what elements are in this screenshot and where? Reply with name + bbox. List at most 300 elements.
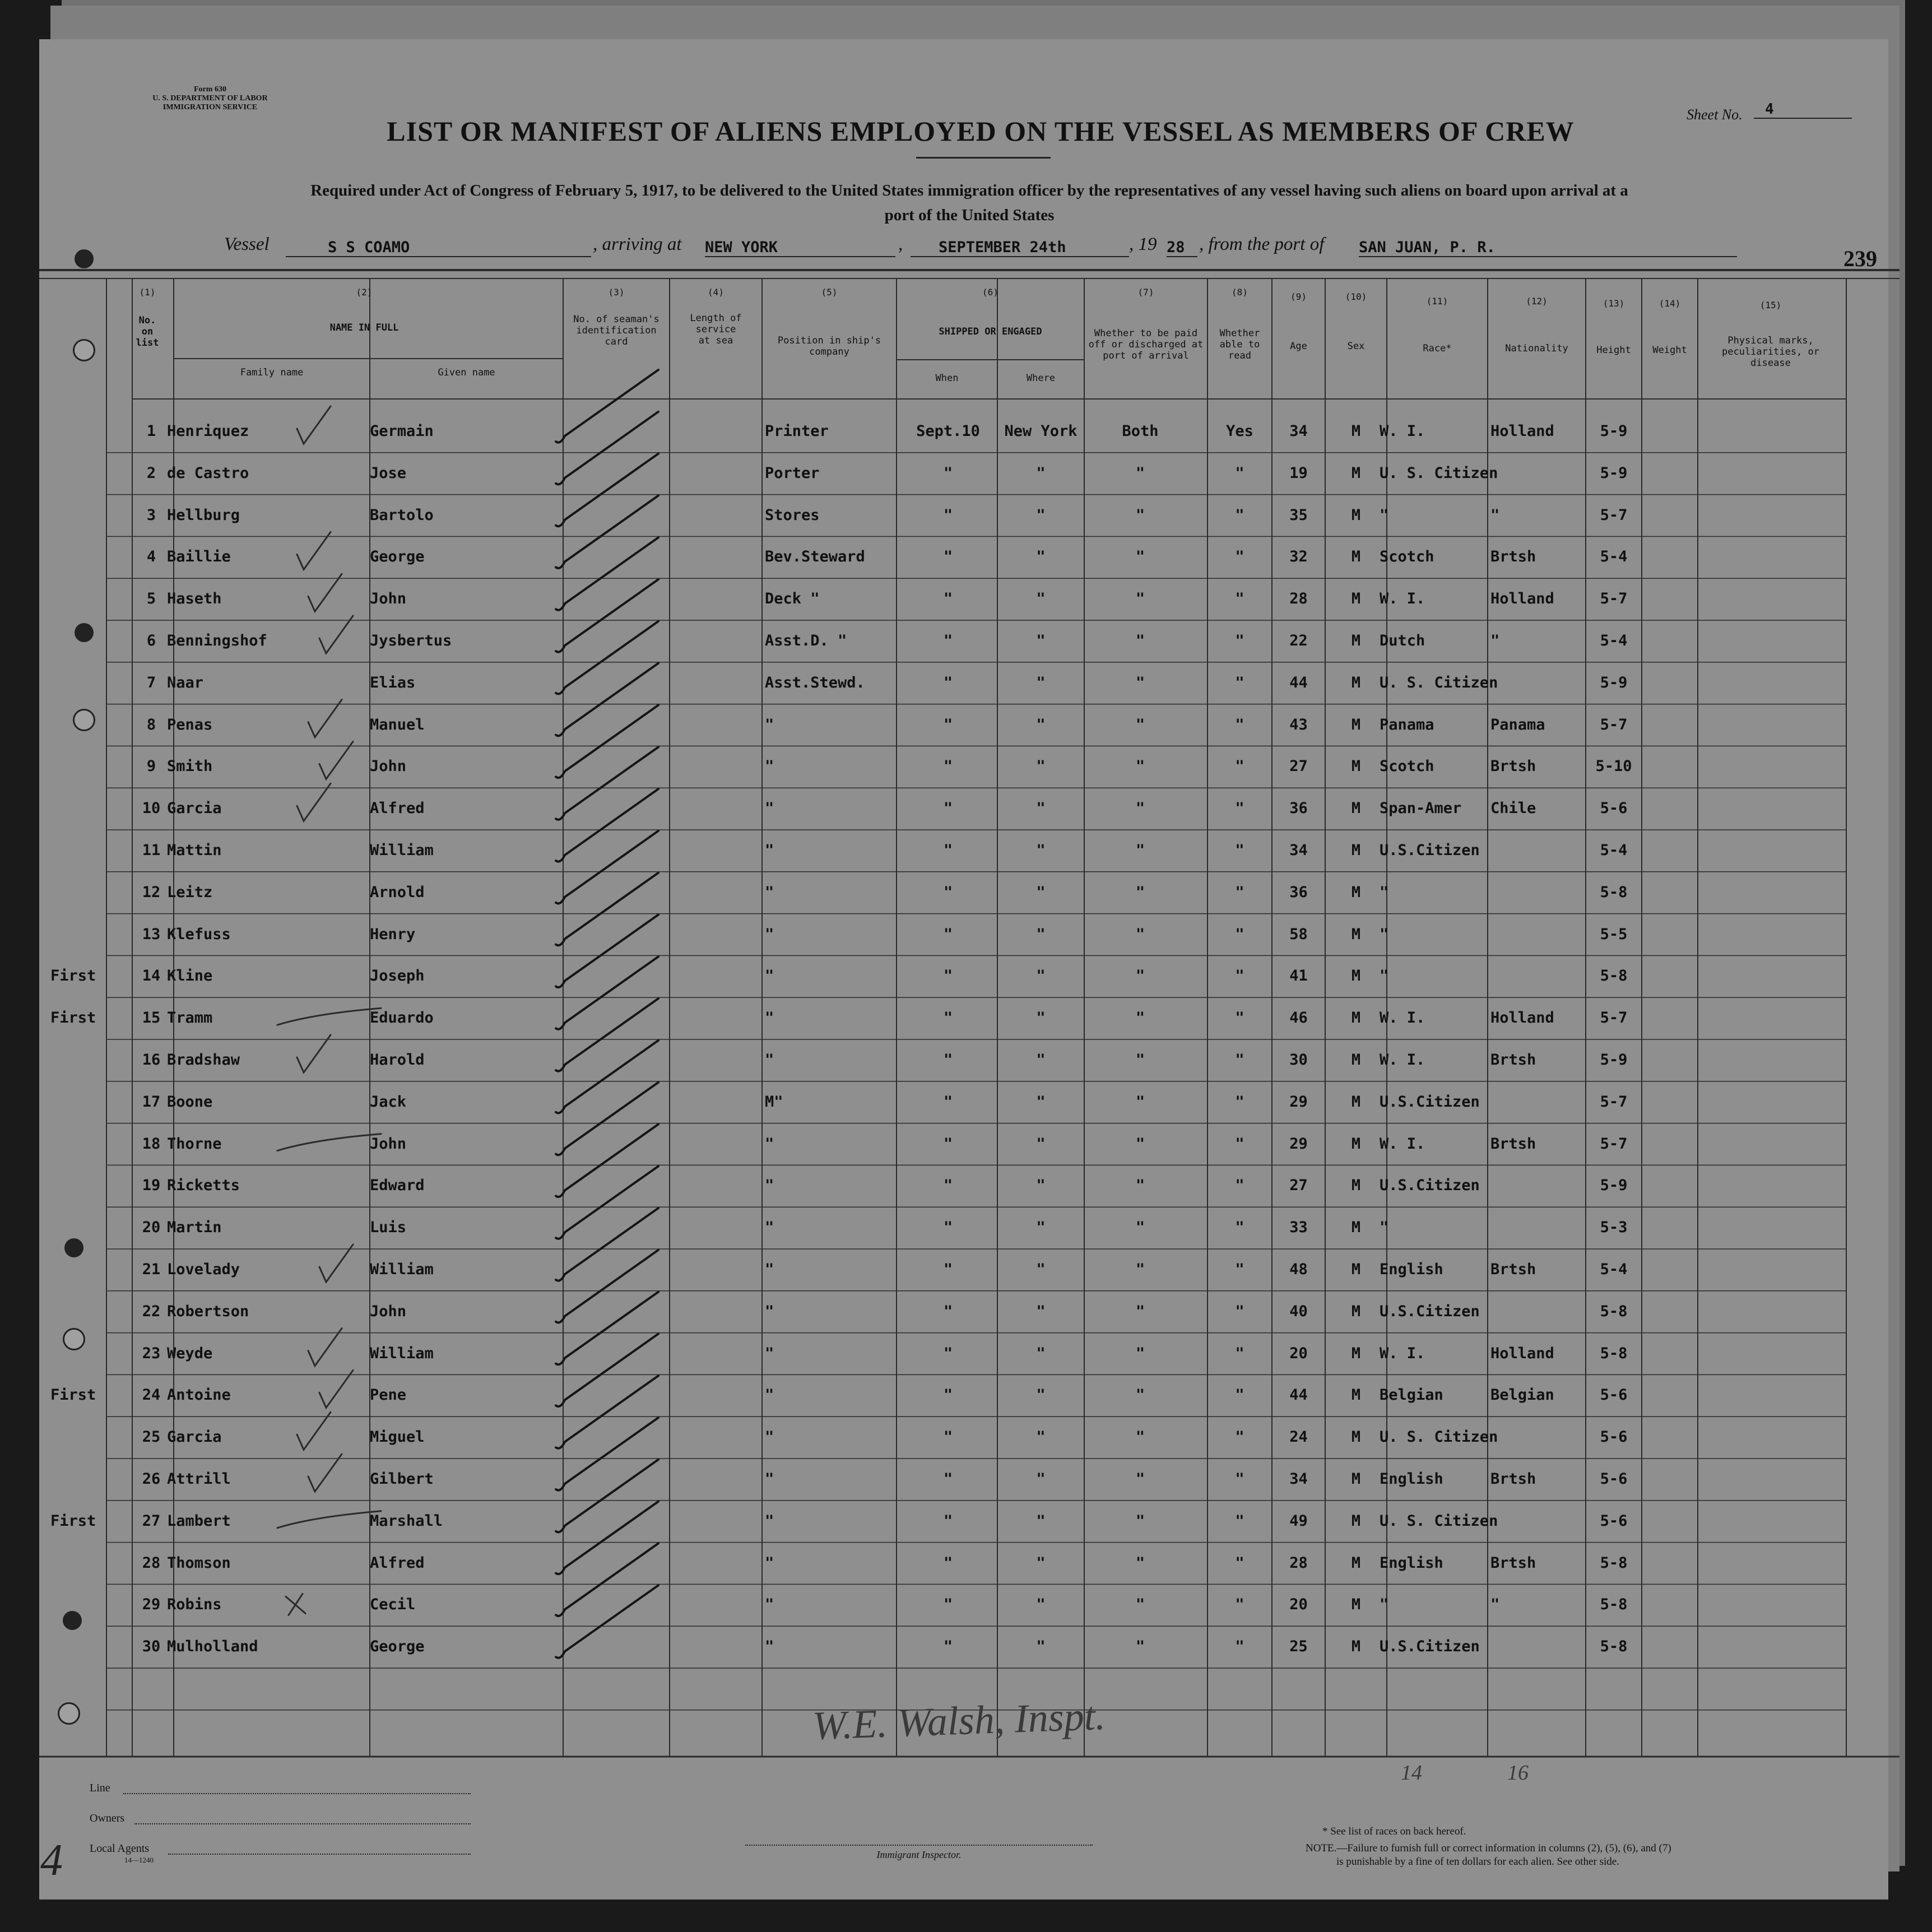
punch-hole: [73, 339, 95, 361]
row-race: Span-Amer: [1380, 800, 1462, 818]
row-number: 24: [142, 1386, 161, 1404]
row-sex: M: [1351, 1554, 1361, 1572]
row-given-name: John: [370, 590, 407, 608]
col-head-age: Age: [1290, 341, 1307, 352]
row-number: 6: [146, 632, 156, 649]
row-able-read: ": [1235, 716, 1244, 733]
row-sex: M: [1351, 590, 1361, 608]
row-height: 5-9: [1600, 464, 1628, 482]
row-family-name: Hellburg: [167, 506, 240, 524]
row-position: ": [765, 1177, 774, 1195]
col-head-length: Length of service at sea: [690, 313, 742, 346]
row-paid-off: ": [1135, 1428, 1145, 1446]
row-age: 20: [1289, 1344, 1308, 1362]
row-position: Stores: [765, 506, 820, 524]
row-height: 5-6: [1600, 1470, 1628, 1488]
row-when: ": [943, 842, 953, 859]
row-paid-off: ": [1135, 1596, 1145, 1614]
row-number: 15: [142, 1009, 161, 1027]
subtitle-line-1: Required under Act of Congress of February 5, 1917, to be delivered to the United States immigration officer by the representatives of any vessel having such aliens on board upon arrival at a: [310, 182, 1628, 199]
row-given-name: Miguel: [370, 1428, 425, 1446]
col-head-height: Height: [1596, 345, 1631, 356]
row-where: ": [1036, 1009, 1046, 1027]
row-paid-off: ": [1135, 1219, 1145, 1237]
line-label: Line: [90, 1782, 110, 1794]
row-number: 10: [142, 800, 161, 818]
row-age: 28: [1289, 590, 1308, 608]
row-height: 5-6: [1600, 800, 1628, 818]
row-number: 18: [142, 1135, 161, 1153]
row-where: ": [1036, 464, 1046, 482]
row-height: 5-4: [1600, 632, 1628, 649]
row-race: Scotch: [1380, 548, 1434, 566]
row-age: 30: [1289, 1051, 1308, 1069]
row-height: 5-7: [1600, 1009, 1628, 1027]
row-position: ": [765, 967, 774, 985]
row-when: ": [943, 1177, 953, 1195]
row-race: U. S. Citizen: [1380, 674, 1498, 691]
row-given-name: Harold: [370, 1051, 425, 1069]
row-family-name: Henriquez: [167, 422, 249, 440]
row-able-read: ": [1235, 925, 1244, 943]
row-number: 17: [142, 1093, 161, 1111]
row-position: Deck ": [765, 590, 820, 608]
row-when: ": [943, 464, 953, 482]
row-race: W. I.: [1380, 1009, 1425, 1027]
inspector-field: [745, 1845, 1093, 1846]
row-nationality: Holland: [1490, 590, 1554, 608]
row-family-name: Lovelady: [167, 1261, 240, 1278]
row-number: 5: [146, 590, 156, 608]
row-able-read: ": [1235, 590, 1244, 608]
row-when: ": [943, 800, 953, 818]
row-sex: M: [1351, 1428, 1361, 1446]
row-where: ": [1036, 925, 1046, 943]
row-when: ": [943, 1470, 953, 1488]
row-given-name: Manuel: [370, 716, 425, 733]
row-position: ": [765, 800, 774, 818]
row-nationality: Brtsh: [1490, 1261, 1536, 1278]
row-height: 5-3: [1600, 1219, 1628, 1237]
col-head-given: Given name: [438, 367, 495, 378]
row-position: ": [765, 1596, 774, 1614]
row-paid-off: ": [1135, 1638, 1145, 1656]
row-position: Bev.Steward: [765, 548, 865, 566]
punch-hole: [63, 1328, 85, 1350]
row-family-name: Martin: [167, 1219, 222, 1237]
row-able-read: ": [1235, 506, 1244, 524]
col-head-family: Family name: [240, 367, 304, 378]
row-when: ": [943, 925, 953, 943]
row-height: 5-5: [1600, 925, 1628, 943]
row-given-name: Elias: [370, 674, 416, 691]
row-where: ": [1036, 590, 1046, 608]
sheet-no-value: 4: [1754, 101, 1852, 119]
row-race: Scotch: [1380, 758, 1434, 775]
row-height: 5-8: [1600, 883, 1628, 901]
row-family-name: Attrill: [167, 1470, 231, 1488]
row-note: First: [50, 1512, 96, 1530]
row-able-read: ": [1235, 1428, 1244, 1446]
from-label: , from the port of: [1199, 234, 1325, 254]
row-where: ": [1036, 800, 1046, 818]
row-when: ": [943, 716, 953, 733]
row-position: ": [765, 1009, 774, 1027]
row-when: ": [943, 674, 953, 691]
row-where: ": [1036, 967, 1046, 985]
row-given-name: Bartolo: [370, 506, 434, 524]
row-sex: M: [1351, 1093, 1361, 1111]
row-height: 5-7: [1600, 1093, 1628, 1111]
row-paid-off: ": [1135, 674, 1145, 691]
col-num-4: (4): [708, 287, 724, 298]
row-sex: M: [1351, 1261, 1361, 1278]
row-position: ": [765, 1051, 774, 1069]
punch-hole: [75, 249, 94, 268]
row-age: 48: [1289, 1261, 1308, 1278]
row-position: Asst.D. ": [765, 632, 847, 649]
punch-hole: [58, 1702, 80, 1725]
row-race: English: [1380, 1554, 1443, 1572]
row-paid-off: ": [1135, 548, 1145, 566]
row-family-name: Mulholland: [167, 1638, 258, 1656]
row-height: 5-8: [1600, 1554, 1628, 1572]
row-where: ": [1036, 1093, 1046, 1111]
col-num-15: (15): [1759, 300, 1782, 310]
owners-label: Owners: [90, 1812, 125, 1824]
col-num-7: (7): [1137, 287, 1154, 298]
row-age: 29: [1289, 1135, 1308, 1153]
row-race: U.S.Citizen: [1380, 1177, 1480, 1195]
col-head-where: Where: [1026, 373, 1056, 384]
row-where: ": [1036, 1135, 1046, 1153]
row-given-name: William: [370, 842, 434, 859]
row-family-name: Tramm: [167, 1009, 213, 1027]
row-age: 35: [1289, 506, 1308, 524]
row-height: 5-10: [1595, 758, 1632, 775]
col-head-sex: Sex: [1347, 341, 1365, 352]
line-field: [123, 1793, 471, 1794]
row-race: ": [1380, 925, 1389, 943]
row-sex: M: [1351, 1009, 1361, 1027]
row-paid-off: ": [1135, 1386, 1145, 1404]
row-where: ": [1036, 883, 1046, 901]
row-given-name: Pene: [370, 1386, 407, 1404]
row-when: ": [943, 632, 953, 649]
row-given-name: William: [370, 1261, 434, 1278]
row-paid-off: ": [1135, 925, 1145, 943]
row-age: 33: [1289, 1219, 1308, 1237]
row-sex: M: [1351, 1386, 1361, 1404]
row-able-read: ": [1235, 674, 1244, 691]
row-when: ": [943, 758, 953, 775]
row-able-read: ": [1235, 1051, 1244, 1069]
row-able-read: ": [1235, 1261, 1244, 1278]
row-family-name: Antoine: [167, 1386, 231, 1404]
row-family-name: Penas: [167, 716, 213, 733]
row-number: 28: [142, 1554, 161, 1572]
row-race: U. S. Citizen: [1380, 1512, 1498, 1530]
row-height: 5-9: [1600, 422, 1628, 440]
row-when: ": [943, 590, 953, 608]
row-given-name: Alfred: [370, 1554, 425, 1572]
row-position: ": [765, 1344, 774, 1362]
row-when: ": [943, 1135, 953, 1153]
row-able-read: ": [1235, 1554, 1244, 1572]
col-num-3: (3): [608, 287, 625, 298]
row-age: 20: [1289, 1596, 1308, 1614]
row-age: 32: [1289, 548, 1308, 566]
row-given-name: Arnold: [370, 883, 425, 901]
row-where: ": [1036, 506, 1046, 524]
row-where: ": [1036, 716, 1046, 733]
row-nationality: Holland: [1490, 1009, 1554, 1027]
row-paid-off: ": [1135, 1261, 1145, 1278]
row-given-name: George: [370, 548, 425, 566]
row-where: ": [1036, 1386, 1046, 1404]
row-when: ": [943, 1009, 953, 1027]
row-sex: M: [1351, 464, 1361, 482]
row-position: Asst.Stewd.: [765, 674, 865, 691]
row-height: 5-8: [1600, 967, 1628, 985]
row-sex: M: [1351, 716, 1361, 733]
row-given-name: Edward: [370, 1177, 425, 1195]
row-able-read: ": [1235, 1386, 1244, 1404]
row-where: ": [1036, 1051, 1046, 1069]
row-sex: M: [1351, 1470, 1361, 1488]
row-number: 11: [142, 842, 161, 859]
row-paid-off: ": [1135, 967, 1145, 985]
row-race: ": [1380, 1596, 1389, 1614]
row-able-read: ": [1235, 548, 1244, 566]
row-sex: M: [1351, 883, 1361, 901]
row-sex: M: [1351, 800, 1361, 818]
row-height: 5-7: [1600, 590, 1628, 608]
row-age: 44: [1289, 1386, 1308, 1404]
row-able-read: ": [1235, 1093, 1244, 1111]
row-when: ": [943, 1093, 953, 1111]
row-height: 5-9: [1600, 674, 1628, 691]
row-able-read: ": [1235, 800, 1244, 818]
row-where: ": [1036, 1638, 1046, 1656]
col-head-when: When: [935, 373, 959, 384]
row-number: 29: [142, 1596, 161, 1614]
row-position: ": [765, 1219, 774, 1237]
row-sex: M: [1351, 1219, 1361, 1237]
arriving-port: NEW YORK: [705, 239, 895, 257]
row-height: 5-4: [1600, 1261, 1628, 1278]
row-nationality: ": [1490, 1596, 1500, 1614]
row-height: 5-6: [1600, 1512, 1628, 1530]
row-paid-off: ": [1135, 1554, 1145, 1572]
row-sex: M: [1351, 1135, 1361, 1153]
row-position: ": [765, 842, 774, 859]
row-position: ": [765, 1386, 774, 1404]
row-given-name: Alfred: [370, 800, 425, 818]
row-age: 28: [1289, 1554, 1308, 1572]
vessel-name: S S COAMO: [286, 239, 591, 257]
row-number: 16: [142, 1051, 161, 1069]
row-paid-off: ": [1135, 1177, 1145, 1195]
row-position: ": [765, 1470, 774, 1488]
col-head-card: No. of seaman's identification card: [573, 314, 660, 347]
row-position: ": [765, 883, 774, 901]
row-sex: M: [1351, 422, 1361, 440]
row-nationality: ": [1490, 506, 1500, 524]
row-family-name: Thomson: [167, 1554, 231, 1572]
row-sex: M: [1351, 1596, 1361, 1614]
row-nationality: Brtsh: [1490, 1470, 1536, 1488]
row-when: ": [943, 1428, 953, 1446]
row-position: ": [765, 758, 774, 775]
row-given-name: Joseph: [370, 967, 425, 985]
col-num-2: (2): [356, 287, 373, 298]
row-where: ": [1036, 1302, 1046, 1320]
row-position: ": [765, 1638, 774, 1656]
row-age: 24: [1289, 1428, 1308, 1446]
row-where: New York: [1004, 422, 1078, 440]
row-able-read: ": [1235, 883, 1244, 901]
row-paid-off: ": [1135, 758, 1145, 775]
row-where: ": [1036, 758, 1046, 775]
row-family-name: Thorne: [167, 1135, 222, 1153]
row-paid-off: ": [1135, 590, 1145, 608]
row-sex: M: [1351, 1051, 1361, 1069]
row-able-read: Yes: [1226, 422, 1253, 440]
row-nationality: Brtsh: [1490, 1135, 1536, 1153]
row-nationality: Belgian: [1490, 1386, 1554, 1404]
row-race: ": [1380, 506, 1389, 524]
row-number: 4: [146, 548, 156, 566]
row-nationality: Brtsh: [1490, 1051, 1536, 1069]
row-given-name: Eduardo: [370, 1009, 434, 1027]
row-number: 1: [146, 422, 156, 440]
col-num-6: (6): [982, 287, 998, 298]
service-name: IMMIGRATION SERVICE: [162, 103, 258, 112]
row-given-name: John: [370, 1302, 407, 1320]
row-when: ": [943, 1219, 953, 1237]
row-where: ": [1036, 1554, 1046, 1572]
row-paid-off: ": [1135, 1512, 1145, 1530]
row-number: 26: [142, 1470, 161, 1488]
col-num-13: (13): [1603, 298, 1625, 309]
row-race: U.S.Citizen: [1380, 1093, 1480, 1111]
row-number: 2: [146, 464, 156, 482]
row-note: First: [50, 967, 96, 985]
col-num-11: (11): [1426, 296, 1448, 306]
comma-sep: ,: [898, 234, 903, 254]
local-agents-field: [168, 1854, 471, 1855]
row-sex: M: [1351, 925, 1361, 943]
row-where: ": [1036, 548, 1046, 566]
row-given-name: Jysbertus: [370, 632, 452, 649]
row-nationality: Brtsh: [1490, 758, 1536, 775]
row-when: ": [943, 1261, 953, 1278]
row-sex: M: [1351, 548, 1361, 566]
row-given-name: Henry: [370, 925, 416, 943]
row-paid-off: ": [1135, 1344, 1145, 1362]
punch-hole: [75, 623, 94, 642]
row-paid-off: ": [1135, 1093, 1145, 1111]
row-race: U. S. Citizen: [1380, 1428, 1498, 1446]
row-able-read: ": [1235, 1135, 1244, 1153]
row-height: 5-4: [1600, 548, 1628, 566]
row-sex: M: [1351, 842, 1361, 859]
row-where: ": [1036, 1177, 1046, 1195]
row-family-name: Garcia: [167, 1428, 222, 1446]
note-line-1: NOTE.—Failure to furnish full or correct information in columns (2), (5), (6), and (7): [1306, 1842, 1671, 1854]
row-sex: M: [1351, 1344, 1361, 1362]
row-number: 12: [142, 883, 161, 901]
row-age: 40: [1289, 1302, 1308, 1320]
year-suffix: 28: [1167, 239, 1197, 257]
row-height: 5-8: [1600, 1302, 1628, 1320]
row-where: ": [1036, 674, 1046, 691]
inspector-signature: W.E. Walsh, Inspt.: [811, 1693, 1106, 1749]
row-when: ": [943, 967, 953, 985]
row-able-read: ": [1235, 1177, 1244, 1195]
row-height: 5-6: [1600, 1386, 1628, 1404]
row-height: 5-4: [1600, 842, 1628, 859]
row-able-read: ": [1235, 1470, 1244, 1488]
row-sex: M: [1351, 1638, 1361, 1656]
row-number: 27: [142, 1512, 161, 1530]
tally-left: 14: [1401, 1761, 1422, 1785]
row-able-read: ": [1235, 1596, 1244, 1614]
row-sex: M: [1351, 632, 1361, 649]
row-paid-off: ": [1135, 1051, 1145, 1069]
row-age: 34: [1289, 842, 1308, 859]
row-number: 14: [142, 967, 161, 985]
row-race: W. I.: [1380, 1344, 1425, 1362]
row-age: 19: [1289, 464, 1308, 482]
page-title: LIST OR MANIFEST OF ALIENS EMPLOYED ON THE VESSEL AS MEMBERS OF CREW: [387, 115, 1575, 147]
row-where: ": [1036, 1596, 1046, 1614]
row-where: ": [1036, 1512, 1046, 1530]
row-age: 58: [1289, 925, 1308, 943]
row-able-read: ": [1235, 758, 1244, 775]
row-when: ": [943, 1554, 953, 1572]
row-family-name: Weyde: [167, 1344, 213, 1362]
row-when: ": [943, 1512, 953, 1530]
local-agents-label: Local Agents: [90, 1842, 150, 1855]
col-head-position: Position in ship's company: [777, 335, 881, 357]
punch-hole: [64, 1238, 83, 1257]
row-height: 5-9: [1600, 1051, 1628, 1069]
row-paid-off: ": [1135, 716, 1145, 733]
row-age: 27: [1289, 758, 1308, 775]
row-paid-off: ": [1135, 842, 1145, 859]
row-number: 21: [142, 1261, 161, 1278]
row-when: ": [943, 1596, 953, 1614]
row-given-name: Cecil: [370, 1596, 416, 1614]
row-given-name: Germain: [370, 422, 434, 440]
row-position: ": [765, 925, 774, 943]
row-age: 44: [1289, 674, 1308, 691]
page-number: 239: [1843, 246, 1877, 271]
row-race: W. I.: [1380, 590, 1425, 608]
row-where: ": [1036, 1470, 1046, 1488]
row-family-name: Ricketts: [167, 1177, 240, 1195]
row-height: 5-6: [1600, 1428, 1628, 1446]
row-able-read: ": [1235, 1512, 1244, 1530]
row-family-name: Lambert: [167, 1512, 231, 1530]
row-given-name: Jose: [370, 464, 407, 482]
row-when: ": [943, 883, 953, 901]
row-height: 5-7: [1600, 1135, 1628, 1153]
row-where: ": [1036, 1219, 1046, 1237]
row-paid-off: ": [1135, 800, 1145, 818]
